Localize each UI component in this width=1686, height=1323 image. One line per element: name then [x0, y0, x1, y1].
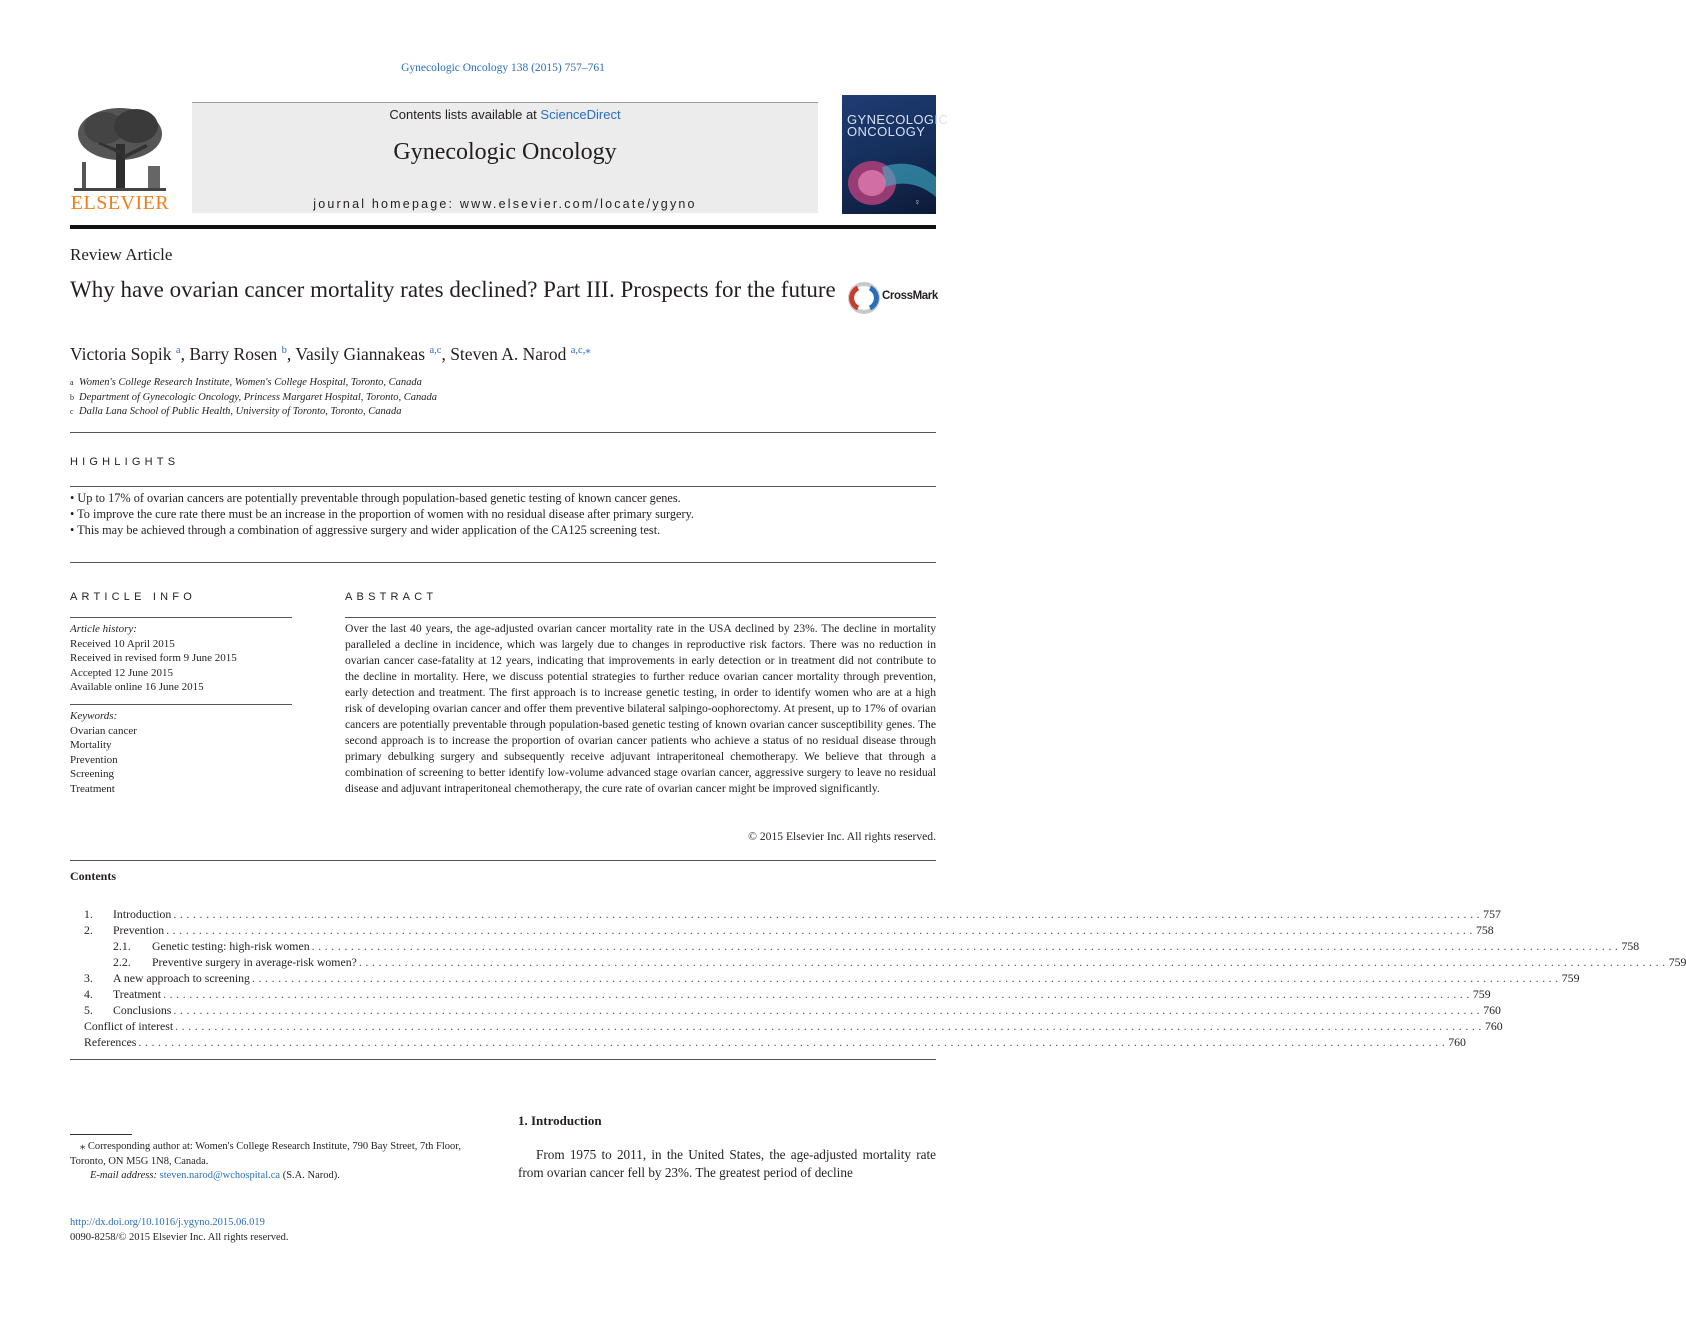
toc-title: Treatment	[113, 987, 162, 1001]
email-suffix: (S.A. Narod).	[280, 1170, 340, 1181]
toc-leader-dots: ........................................................................................................................................................................................................	[175, 1019, 1485, 1033]
author-affiliation-mark[interactable]: a,c,⁎	[570, 345, 591, 357]
journal-banner	[192, 102, 818, 213]
keywords-label: Keywords:	[70, 710, 118, 722]
author-list	[70, 344, 591, 365]
contents-heading: Contents	[70, 869, 117, 883]
divider	[70, 432, 936, 433]
author-affiliation-mark[interactable]: a,c	[429, 345, 442, 357]
crossmark-icon	[846, 280, 882, 316]
footnote-rule	[70, 1134, 132, 1135]
doi-block	[70, 1216, 289, 1245]
keyword: Prevention	[70, 753, 118, 766]
toc-page-number: 760	[1484, 1019, 1503, 1033]
toc-leader-dots: ........................................................................................................................................................................................................	[173, 1003, 1484, 1017]
doi-link[interactable]: http://dx.doi.org/10.1016/j.ygyno.2015.06.019	[70, 1217, 265, 1228]
highlights-heading: HIGHLIGHTS	[70, 456, 180, 468]
toc-leader-dots: ........................................................................................................................................................................................................	[358, 955, 1669, 969]
toc-page-number: 760	[1448, 1035, 1466, 1049]
toc-leader-dots: ........................................................................................................................................................................................................	[251, 971, 1562, 985]
toc-entry[interactable]	[84, 938, 1640, 954]
highlight-item: • To improve the cure rate there must be an increase in the proportion of women with no residual disease after primary surgery.	[70, 507, 695, 521]
affiliation	[70, 376, 437, 391]
author-separator: ,	[286, 344, 296, 364]
toc-number: 2.	[84, 923, 93, 937]
toc-page-number: 759	[1668, 955, 1686, 969]
toc-page-number: 759	[1472, 987, 1491, 1001]
history-item: Accepted 12 June 2015	[70, 666, 173, 679]
affiliation-text: Dalla Lana School of Public Health, University of Toronto, Toronto, Canada	[79, 406, 402, 417]
journal-cover	[842, 95, 949, 214]
toc-leader-dots: ........................................................................................................................................................................................................	[138, 1035, 1449, 1049]
cover-title: GYNECOLOGIC ONCOLOGY	[847, 112, 949, 139]
keyword: Treatment	[70, 782, 115, 795]
toc-entry[interactable]	[84, 1002, 1501, 1018]
toc-entry[interactable]	[84, 1034, 1466, 1050]
journal-homepage[interactable]: journal homepage: www.elsevier.com/locate/ygyno	[313, 197, 697, 211]
toc-number: 2.2.	[113, 955, 131, 969]
issn-line: 0090-8258/© 2015 Elsevier Inc. All rights reserved.	[70, 1231, 289, 1243]
sciencedirect-link[interactable]: ScienceDirect	[540, 107, 621, 122]
toc-title: Genetic testing: high-risk women	[152, 939, 310, 953]
header-rule	[70, 225, 936, 229]
introduction-text: From 1975 to 2011, in the United States, the age-adjusted mortality rate from ovarian cancer fell by 23%. The greatest period of decline	[518, 1147, 936, 1180]
divider	[70, 704, 292, 705]
contents-prefix: Contents lists available at	[389, 107, 541, 122]
abstract-heading: ABSTRACT	[345, 591, 438, 603]
toc-entry[interactable]	[84, 906, 1501, 922]
toc-number: 4.	[84, 987, 93, 1001]
highlight-item: • This may be achieved through a combination of aggressive surgery and wider application of the CA125 screening test.	[70, 523, 661, 537]
highlights-list	[70, 490, 936, 538]
toc-entry[interactable]	[84, 954, 1686, 970]
toc-number: 3.	[84, 971, 93, 985]
toc-entry[interactable]	[84, 1018, 1503, 1034]
history-item: Received in revised form 9 June 2015	[70, 652, 237, 664]
journal-citation[interactable]: Gynecologic Oncology 138 (2015) 757–761	[401, 62, 605, 74]
author-name[interactable]: Vasily Giannakeas	[295, 344, 426, 364]
keywords	[70, 709, 137, 796]
toc-entry[interactable]	[84, 986, 1491, 1002]
divider	[70, 1059, 936, 1060]
crossmark-badge[interactable]	[846, 280, 946, 316]
author-separator: ,	[180, 344, 190, 364]
contents-available-line	[192, 107, 818, 122]
toc-leader-dots: ........................................................................................................................................................................................................	[163, 987, 1473, 1001]
toc-leader-dots: ........................................................................................................................................................................................................	[166, 923, 1476, 937]
author-separator: ,	[441, 344, 451, 364]
divider	[70, 486, 936, 487]
toc-entry[interactable]	[84, 970, 1580, 986]
abstract-copyright: © 2015 Elsevier Inc. All rights reserved.	[748, 830, 936, 843]
toc-page-number: 758	[1475, 923, 1494, 937]
email-link[interactable]: steven.narod@wchospital.ca	[159, 1170, 281, 1181]
journal-name: Gynecologic Oncology	[393, 139, 617, 165]
svg-text:♀: ♀	[914, 197, 921, 207]
email-label: E-mail address:	[90, 1170, 160, 1181]
divider	[70, 860, 936, 861]
publisher-name: ELSEVIER	[70, 192, 170, 214]
affiliation-text: Department of Gynecologic Oncology, Princess Margaret Hospital, Toronto, Canada	[79, 391, 438, 403]
affiliation-mark: b	[70, 392, 74, 402]
author-name[interactable]: Steven A. Narod	[450, 344, 567, 364]
affiliation	[70, 391, 437, 406]
toc-page-number: 757	[1483, 907, 1501, 921]
toc-number: 5.	[84, 1003, 93, 1017]
keyword: Mortality	[70, 739, 112, 751]
toc-leader-dots: ........................................................................................................................................................................................................	[173, 907, 1484, 921]
article-title: Why have ovarian cancer mortality rates declined? Part III. Prospects for the future	[70, 277, 836, 302]
cover-image-icon	[842, 147, 936, 214]
abstract-text: Over the last 40 years, the age-adjusted ovarian cancer mortality rate in the USA declined by 23%. The decline in mortality paralleled a decline in incidence, which was largely due to changes in reproductive risk factors. There was no reduction in ovarian cancer case-fatality at 12 years, indicating that improvements in early detection or in treatment did not contribute to the decline in mortality. Here, we discuss potential strategies to further reduce ovarian cancer mortality through prevention, early detection and treatment. The first approach is to increase genetic testing, in order to identify women who are at a high risk of developing ovarian cancer and offer them preventive bilateral salpingo-oophorectomy. At present, up to 17% of ovarian cancers are potentially preventable through population-based genetic testing of known ovarian cancer susceptibility genes. The second approach is to increase the proportion of ovarian cancer patients who achieve a status of no residual disease through primary debulking surgery and subsequently receive adjuvant intraperitoneal chemotherapy. We believe that through a combination of screening to better identify low-volume advanced stage ovarian cancer, aggressive surgery to leave no residual disease and adjuvant intraperitoneal chemotherapy, the cure rate of ovarian cancer might be improved significantly.	[345, 622, 936, 795]
affiliation	[70, 405, 437, 420]
toc-number: 1.	[84, 907, 93, 921]
toc-title: Conflict of interest	[84, 1019, 174, 1033]
toc-number: 2.1.	[113, 939, 131, 953]
affiliation-mark: a	[70, 378, 74, 387]
toc-title: Preventive surgery in average-risk women?	[152, 955, 357, 969]
history-item: Available online 16 June 2015	[70, 681, 204, 693]
table-of-contents	[84, 906, 1686, 1050]
article-type: Review Article	[70, 245, 173, 264]
article-info-heading: ARTICLE INFO	[70, 591, 196, 603]
keyword: Ovarian cancer	[70, 724, 137, 737]
author-affiliation-mark[interactable]: b	[281, 345, 287, 357]
affiliations	[70, 376, 437, 420]
toc-title: Prevention	[113, 923, 165, 937]
toc-title: Conclusions	[113, 1003, 172, 1017]
highlight-item: • Up to 17% of ovarian cancers are potentially preventable through population-based genetic testing of known cancer genes.	[70, 491, 681, 505]
author-affiliation-mark[interactable]: a	[175, 345, 181, 357]
crossmark-label: CrossMark	[882, 290, 938, 302]
toc-title: Introduction	[113, 907, 172, 921]
divider	[70, 617, 292, 618]
toc-page-number: 759	[1561, 971, 1580, 985]
divider	[70, 562, 936, 563]
affiliation-mark: c	[70, 407, 74, 416]
toc-title: A new approach to screening	[113, 971, 250, 985]
history-label: Article history:	[70, 623, 137, 635]
divider	[345, 617, 936, 618]
toc-page-number: 760	[1483, 1003, 1501, 1017]
affiliation-text: Women's College Research Institute, Women's College Hospital, Toronto, Canada	[79, 377, 422, 388]
author-name[interactable]: Barry Rosen	[189, 344, 278, 364]
author-name[interactable]: Victoria Sopik	[70, 344, 172, 364]
history-item: Received 10 April 2015	[70, 637, 175, 650]
corresponding-author: ⁎ Corresponding author at: Women's College Research Institute, 790 Bay Street, 7th Floor, Toronto, ON M5G 1N8, Canada.	[70, 1141, 461, 1167]
introduction-heading: 1. Introduction	[518, 1113, 602, 1128]
toc-leader-dots: ........................................................................................................................................................................................................	[311, 939, 1622, 953]
footnote	[70, 1140, 490, 1184]
toc-entry[interactable]	[84, 922, 1494, 938]
toc-page-number: 758	[1621, 939, 1640, 953]
article-history	[70, 622, 237, 695]
elsevier-logo	[68, 104, 172, 214]
keyword: Screening	[70, 768, 114, 780]
toc-title: References	[84, 1035, 137, 1049]
